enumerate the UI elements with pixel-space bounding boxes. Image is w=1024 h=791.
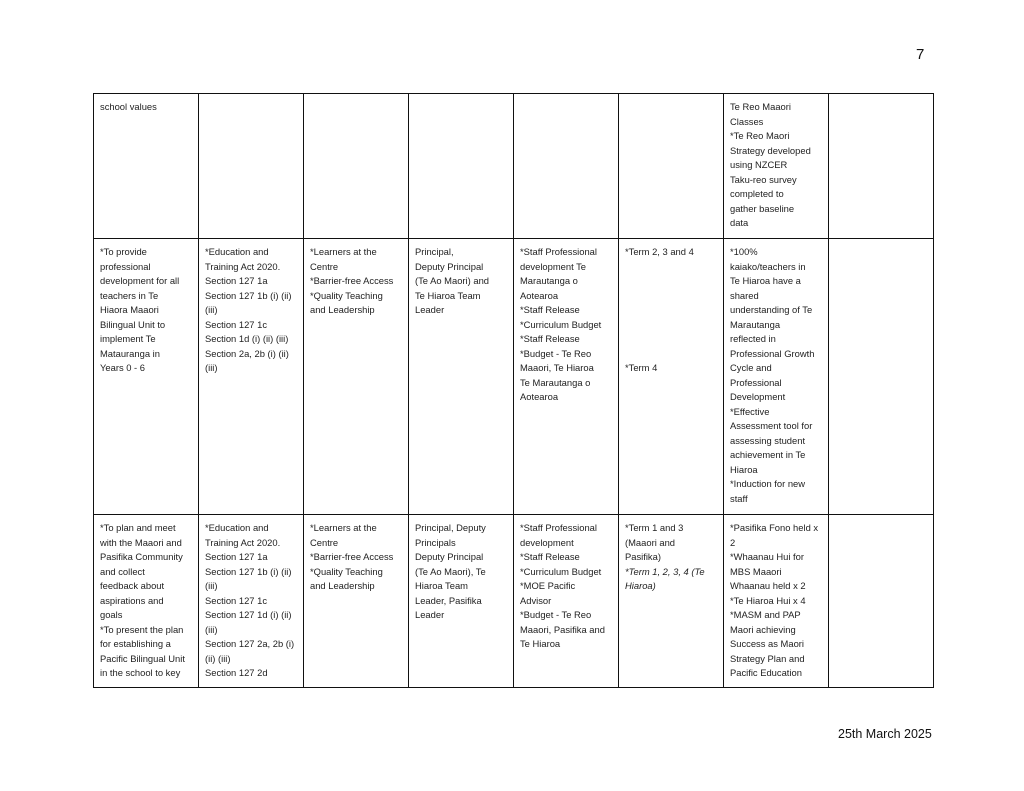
cell-text-line: Section 127 1b (i) (ii) xyxy=(205,289,292,301)
cell-text-line: *Education and xyxy=(205,522,269,533)
cell-text-line: (iii) xyxy=(205,304,218,315)
cell-text-line: Marautanga xyxy=(730,318,781,330)
notes-cell xyxy=(829,239,934,515)
outcome-cell xyxy=(724,94,829,239)
cell-text-line: Success as Maori xyxy=(730,638,804,649)
cell-text-line: Classes xyxy=(730,115,764,127)
cell-text-line: Pacific Bilingual Unit xyxy=(100,652,185,664)
cell-text-line: *Education and xyxy=(205,246,269,257)
cell-text-line: MBS Maaori xyxy=(730,565,782,577)
cell-text-line: achievement in Te xyxy=(730,449,806,460)
footer-date: 25th March 2025 xyxy=(838,727,932,741)
cell-text-line: *Term 1 and 3 xyxy=(625,522,684,533)
cell-text-line: Section 127 2d xyxy=(205,667,268,678)
cell-text-line: *Staff Professional xyxy=(520,246,597,257)
cell-text-line: Strategy Plan and xyxy=(730,652,805,664)
cell-text-line: Strategy developed xyxy=(730,144,811,156)
cell-text-line: *Barrier-free Access xyxy=(310,275,394,286)
cell-text-line: *Induction for new xyxy=(730,478,806,489)
resources-cell xyxy=(514,515,619,688)
cell-text-line: Te Hiaroa Team xyxy=(415,289,481,301)
cell-text-line: Leader, Pasifika xyxy=(415,594,482,606)
cell-text-line: understanding of Te xyxy=(730,304,813,315)
cell-text-line xyxy=(625,347,719,362)
cell-text-line: aspirations and xyxy=(100,594,164,606)
cell-text-line: development for all xyxy=(100,275,180,286)
cell-text-line: Pacific Education xyxy=(730,667,802,678)
cell-text-line: *To present the plan xyxy=(100,623,184,635)
cell-text-line: *Staff Release xyxy=(520,551,580,562)
cell-text-line: *Effective xyxy=(730,405,770,417)
cell-text-line: Section 127 1c xyxy=(205,594,268,606)
resources-cell xyxy=(514,239,619,515)
cell-text-line: Hiaroa xyxy=(730,463,758,475)
cell-text-line: *Budget - Te Reo xyxy=(520,609,592,620)
cell-text-line: *Learners at the xyxy=(310,522,377,533)
cell-text-line: Aotearoa xyxy=(520,391,559,402)
cell-text-line: Professional Growth xyxy=(730,347,815,359)
cell-text-line: staff xyxy=(730,492,748,504)
cell-text-line: Leader xyxy=(415,304,445,315)
cell-text-line xyxy=(625,274,719,289)
legislation-cell xyxy=(199,94,304,239)
cell-text-line: professional xyxy=(100,260,151,272)
cell-text-line: *MOE Pacific xyxy=(520,580,576,591)
objective-cell xyxy=(94,94,199,239)
cell-text-line: development Te xyxy=(520,260,587,272)
cell-text-line: kaiako/teachers in xyxy=(730,260,806,272)
cell-text-line: teachers in Te xyxy=(100,289,159,301)
cell-text-line: using NZCER xyxy=(730,159,788,170)
table-row xyxy=(94,515,934,688)
cell-text-line: completed to xyxy=(730,188,784,199)
cell-text-line: reflected in xyxy=(730,333,776,344)
outcome-cell xyxy=(724,239,829,515)
cell-text-line: *Curriculum Budget xyxy=(520,318,602,330)
cell-text-line xyxy=(625,303,719,318)
cell-text-line: Section 127 2a, 2b (i) xyxy=(205,638,295,649)
cell-text-line: *Barrier-free Access xyxy=(310,551,394,562)
cell-text-line: Principal, xyxy=(415,246,454,257)
cell-text-line: *Term 1, 2, 3, 4 (Te xyxy=(625,565,705,577)
timeframe-cell xyxy=(619,94,724,239)
cell-text-line: *Te Hiaroa Hui x 4 xyxy=(730,594,806,606)
cell-text-line: Section 127 1c xyxy=(205,318,268,330)
cell-text-line xyxy=(625,318,719,333)
cell-text-line: gather baseline xyxy=(730,202,795,214)
cell-text-line: shared xyxy=(730,289,759,301)
responsibility-cell xyxy=(409,94,514,239)
cell-text-line: in the school to key xyxy=(100,667,181,678)
objective-cell xyxy=(94,239,199,515)
timeframe-cell xyxy=(619,515,724,688)
cell-text-line: Maaori, Pasifika and xyxy=(520,623,605,635)
cell-text-line: (iii) xyxy=(205,580,218,591)
cell-text-line: Centre xyxy=(310,260,339,272)
cell-text-line: (iii) xyxy=(205,623,218,635)
cell-text-line: (Te Ao Maori), Te xyxy=(415,565,486,577)
cell-text-line: *Staff Professional xyxy=(520,522,597,533)
cell-text-line: Section 127 1a xyxy=(205,275,268,286)
cell-text-line: Maori achieving xyxy=(730,623,796,635)
cell-text-line: Years 0 - 6 xyxy=(100,362,145,373)
cell-text-line: *Term 2, 3 and 4 xyxy=(625,246,694,257)
cell-text-line: *Staff Release xyxy=(520,333,580,344)
cell-text-line xyxy=(625,332,719,347)
cell-text-line: *Term 4 xyxy=(625,362,658,373)
responsibility-cell xyxy=(409,515,514,688)
page-number: 7 xyxy=(916,46,925,63)
cell-text-line: Whaanau held x 2 xyxy=(730,580,806,591)
cell-text-line: goals xyxy=(100,609,123,620)
cell-text-line: Assessment tool for xyxy=(730,420,813,431)
cell-text-line: Te Reo Maaori xyxy=(730,101,791,112)
outcome-cell xyxy=(724,515,829,688)
cell-text-line: Hiaroa Team xyxy=(415,580,468,591)
cell-text-line: *To provide xyxy=(100,246,147,257)
cell-text-line: assessing student xyxy=(730,434,806,446)
cell-text-line: and Leadership xyxy=(310,304,375,315)
cell-text-line: Principals xyxy=(415,536,456,548)
cell-text-line: Training Act 2020. xyxy=(205,536,281,548)
cell-text-line: Te Hiaroa xyxy=(520,638,561,649)
notes-cell xyxy=(829,94,934,239)
cell-text-line: (Te Ao Maori) and xyxy=(415,275,489,286)
cell-text-line: Centre xyxy=(310,536,339,548)
cell-text-line: data xyxy=(730,217,749,228)
cell-text-line: *MASM and PAP xyxy=(730,609,801,620)
cell-text-line: (iii) xyxy=(205,362,218,373)
cell-text-line: Cycle and xyxy=(730,362,772,373)
cell-text-line xyxy=(625,289,719,304)
cell-text-line: Training Act 2020. xyxy=(205,260,281,272)
cell-text-line: Section 2a, 2b (i) (ii) xyxy=(205,347,289,359)
cell-text-line: Section 127 1a xyxy=(205,551,268,562)
cell-text-line: Hiaora Maaori xyxy=(100,304,159,315)
cell-text-line: *Learners at the xyxy=(310,246,377,257)
legislation-cell xyxy=(199,239,304,515)
cell-text-line: (ii) (iii) xyxy=(205,652,231,664)
cell-text-line: development xyxy=(520,536,574,548)
table-row xyxy=(94,239,934,515)
cell-text-line: Pasifika Community xyxy=(100,551,183,562)
cell-text-line: Development xyxy=(730,391,786,402)
cell-text-line: Hiaroa) xyxy=(625,580,656,591)
cell-text-line: Deputy Principal xyxy=(415,551,484,562)
cell-text-line: Bilingual Unit to xyxy=(100,318,166,330)
cell-text-line: Te Hiaroa have a xyxy=(730,275,801,286)
cell-text-line: Section 127 1d (i) (ii) xyxy=(205,609,292,620)
cell-text-line: *Quality Teaching xyxy=(310,565,383,577)
priority-cell xyxy=(304,239,409,515)
priority-cell xyxy=(304,94,409,239)
cell-text-line: *To plan and meet xyxy=(100,522,176,533)
cell-text-line: Aotearoa xyxy=(520,289,559,301)
cell-text-line: Leader xyxy=(415,609,445,620)
cell-text-line: *Budget - Te Reo xyxy=(520,347,592,359)
table-row xyxy=(94,94,934,239)
cell-text-line: with the Maaori and xyxy=(100,536,182,548)
cell-text-line: Advisor xyxy=(520,594,552,606)
cell-text-line: *Pasifika Fono held x xyxy=(730,522,819,533)
resources-cell xyxy=(514,94,619,239)
cell-text-line: and collect xyxy=(100,565,145,577)
cell-text-line: *Curriculum Budget xyxy=(520,565,602,577)
cell-text-line: *100% xyxy=(730,246,758,257)
cell-text-line: Marautanga o xyxy=(520,275,578,286)
cell-text-line: 2 xyxy=(730,536,736,548)
responsibility-cell xyxy=(409,239,514,515)
legislation-cell xyxy=(199,515,304,688)
cell-text-line: Matauranga in xyxy=(100,347,160,359)
cell-text-line: Pasifika) xyxy=(625,551,661,562)
cell-text-line: Deputy Principal xyxy=(415,260,484,272)
cell-text-line: feedback about xyxy=(100,580,165,591)
timeframe-cell xyxy=(619,239,724,515)
cell-text-line: Section 127 1b (i) (ii) xyxy=(205,565,292,577)
notes-cell xyxy=(829,515,934,688)
cell-text-line: for establishing a xyxy=(100,638,171,649)
cell-text-line: *Whaanau Hui for xyxy=(730,551,804,562)
cell-text-line: (Maaori and xyxy=(625,536,676,548)
cell-text-line: *Staff Release xyxy=(520,304,580,315)
cell-text-line: Section 1d (i) (ii) (iii) xyxy=(205,333,289,344)
cell-text-line: school values xyxy=(100,101,157,112)
cell-text-line: Te Marautanga o xyxy=(520,376,591,388)
cell-text-line: implement Te xyxy=(100,333,156,344)
priority-cell xyxy=(304,515,409,688)
cell-text-line xyxy=(625,260,719,275)
cell-text-line: and Leadership xyxy=(310,580,375,591)
cell-text-line: *Quality Teaching xyxy=(310,289,383,301)
cell-text-line: Principal, Deputy xyxy=(415,522,486,533)
cell-text-line: *Te Reo Maori xyxy=(730,130,790,141)
cell-text-line: Professional xyxy=(730,376,782,388)
cell-text-line: Taku-reo survey xyxy=(730,173,797,185)
cell-text-line: Maaori, Te Hiaroa xyxy=(520,362,594,373)
strategic-plan-table xyxy=(93,93,934,688)
objective-cell xyxy=(94,515,199,688)
